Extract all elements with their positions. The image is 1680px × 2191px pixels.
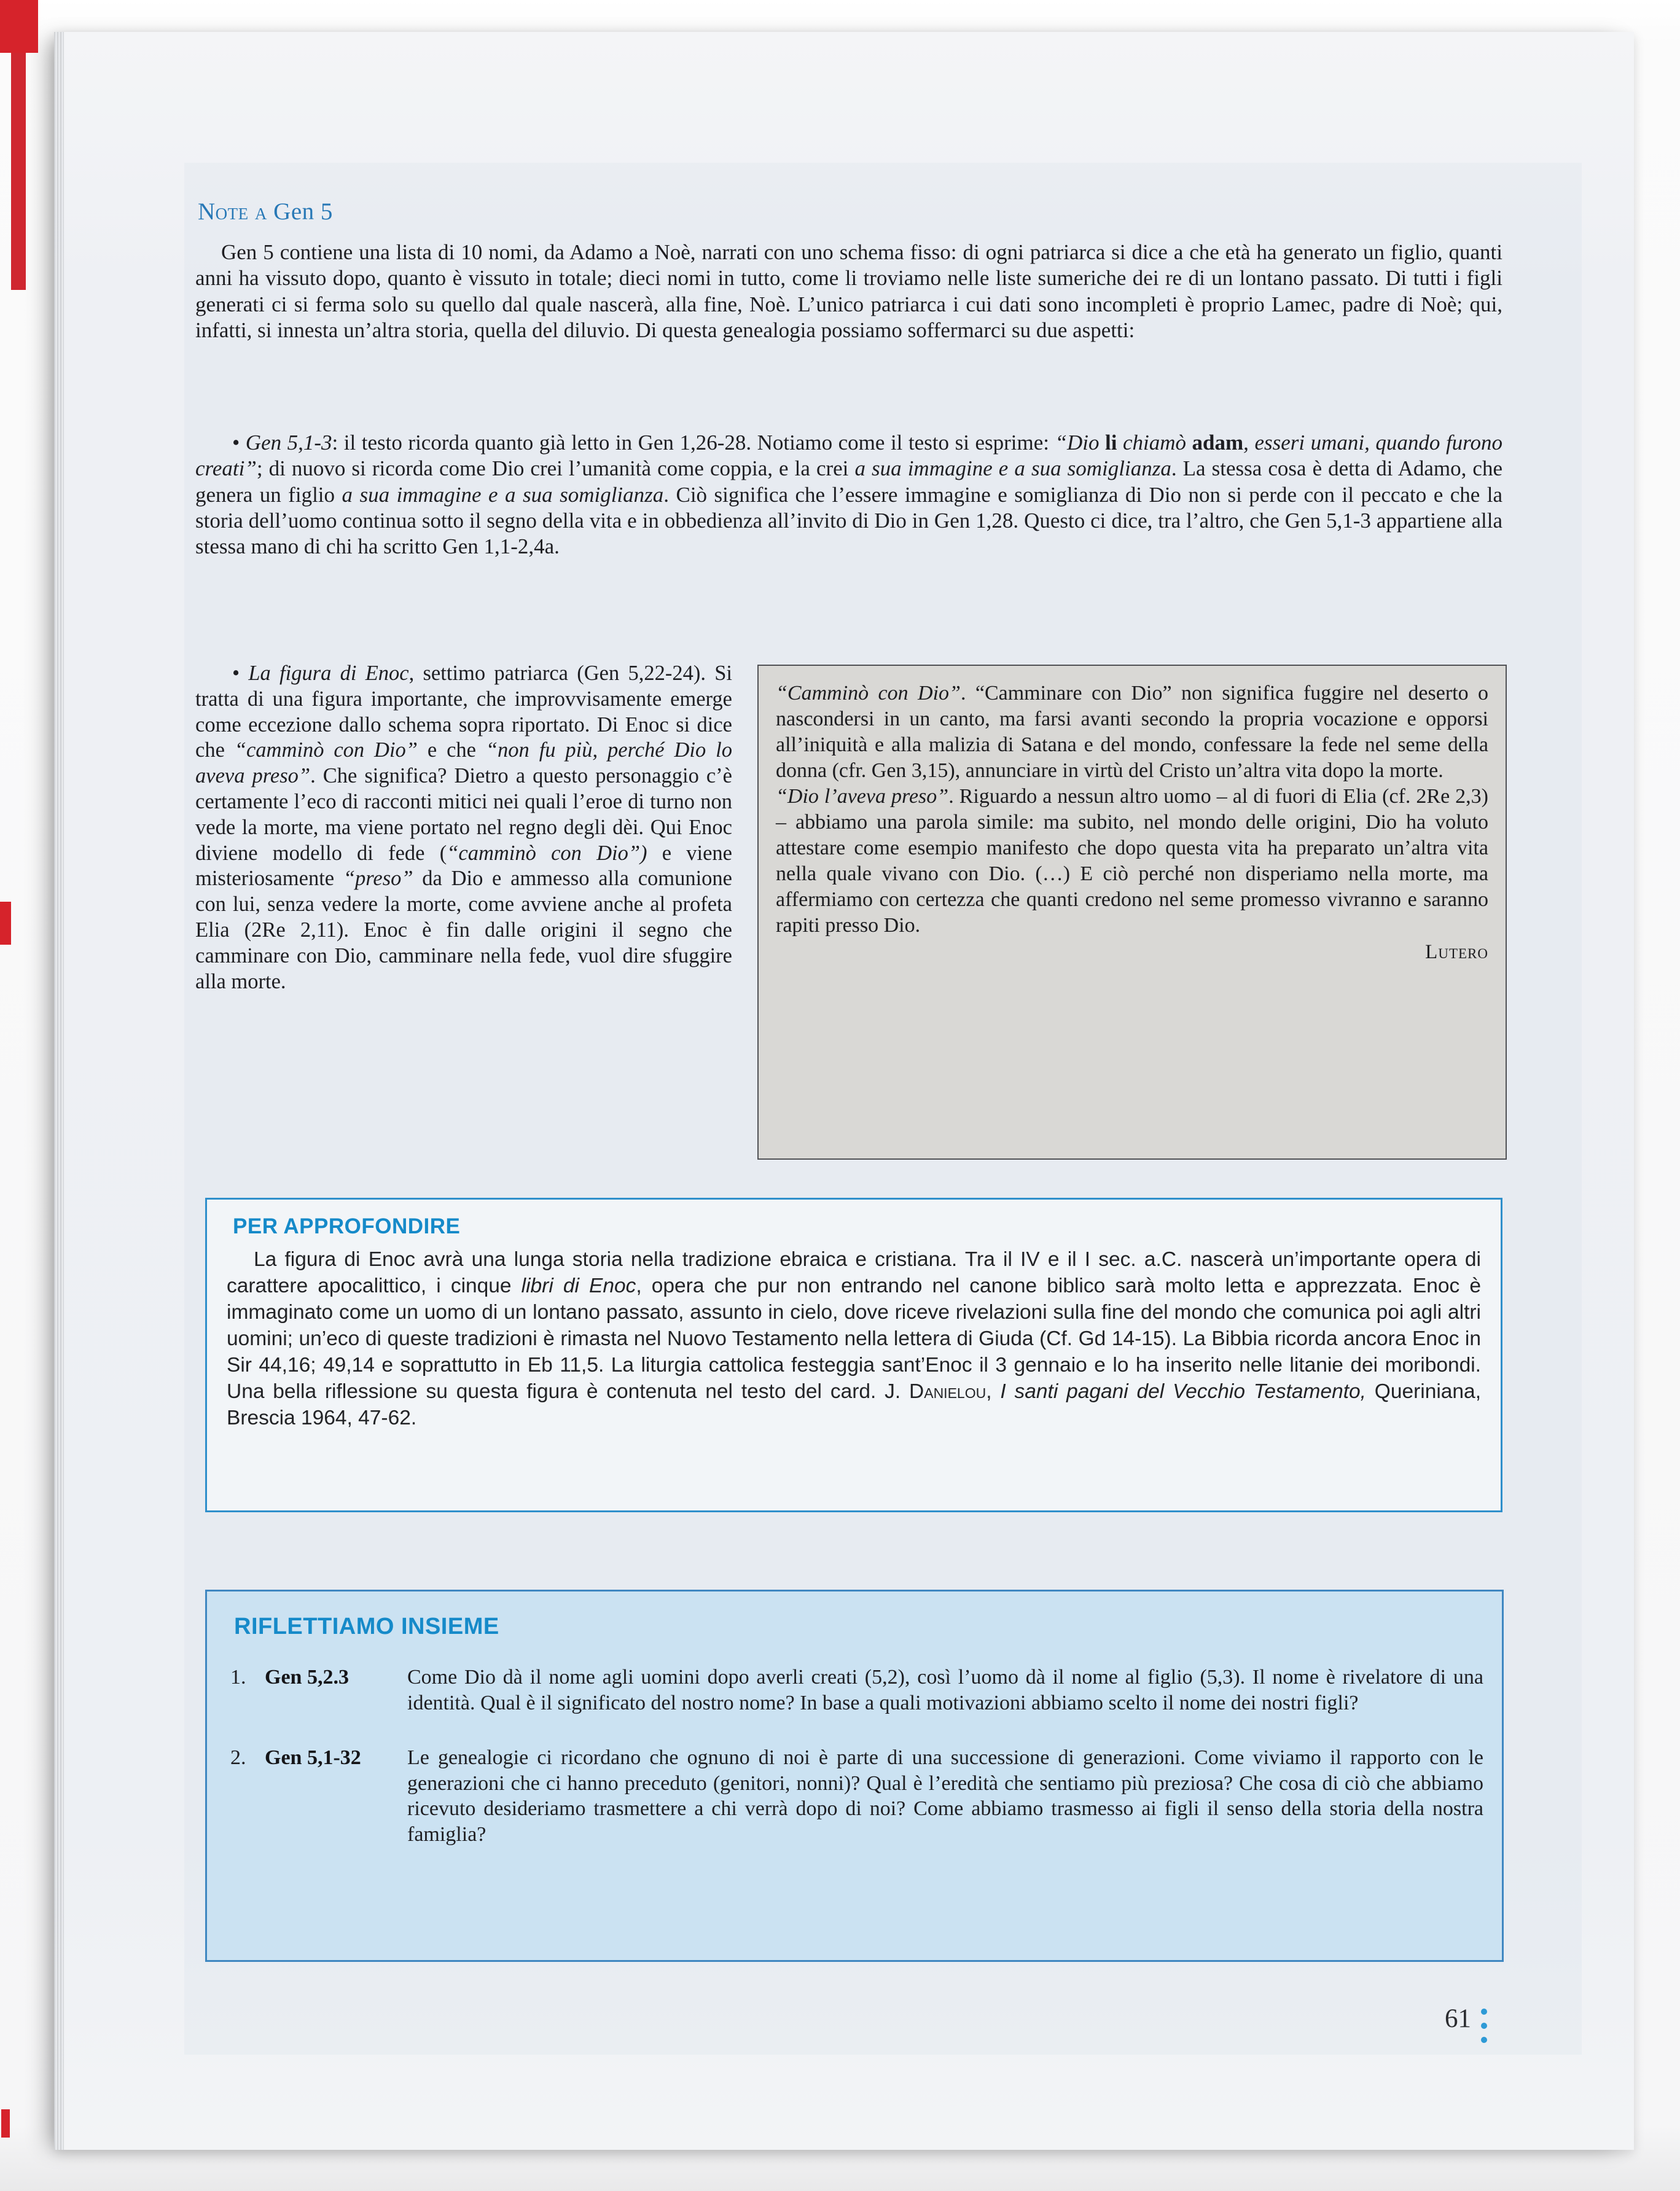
red-cover-edge-top (0, 0, 38, 53)
dot-icon (1481, 2037, 1487, 2043)
item-question-text: Come Dio dà il nome agli uomini dopo averli creati (5,2), così l’uomo dà il nome al figlio (5,3). Il nome è rivelatore di una identità. Qual è il significato del nostro nome? In base a quali motivazioni abbiamo scelto il nome dei nostri figli? (407, 1666, 1483, 1714)
item-question-text: Le genealogie ci ricordano che ognuno di noi è parte di una successione di generazioni. Come viviamo il rapporto con le generazioni che ci hanno preceduto (genitori, nonni)? Qual è l’eredità che sentiamo più preziosa? Che cosa di ciò che abbiamo ricevuto desideriamo trasmettere a chi verrà dopo di noi? Come abbiamo trasmesso ai figli il senso della storia della nostra famiglia? (407, 1746, 1483, 1846)
item-scripture-ref: Gen 5,1-32 (265, 1746, 361, 1769)
item-number: 2. (230, 1746, 246, 1769)
per-approfondire-title: PER APPROFONDIRE (233, 1214, 461, 1238)
per-approfondire-body: La figura di Enoc avrà una lunga storia nella tradizione ebraica e cristiana. Tra il IV e il I sec. a.C. nascerà un’importante opera di carattere apocalittico, i cinque libri di Enoc, opera che pur non entrando nel canone biblico sarà molto letta e apprezzata. Enoc è immaginato come un uomo di un lontano passato, assunto in cielo, dove riceve rivelazioni sulla fine del mondo che comunica poi agli altri uomini; un’eco di queste tradizioni è rimasta nel Nuovo Testamento nella lettera di Giuda (Cf. Gd 14-15). La Bibbia ricorda ancora Enoc in Sir 44,16; 49,14 e soprattutto in Eb 11,5. La liturgia cattolica festeggia sant’Enoc il 3 gennaio e lo ha inserito nelle litanie dei moribondi. Una bella riflessione su questa figura è contenuta nel testo del card. J. Danielou, I santi pagani del Vecchio Testamento, Queriniana, Brescia 1964, 47-62. (227, 1248, 1481, 1429)
paragraph-gen-5-1-3: • Gen 5,1-3: il testo ricorda quanto già letto in Gen 1,26-28. Notiamo come il testo si esprime: “Dio li chiamò adam, esseri umani, quando furono creati”; di nuovo si ricorda come Dio crei l’umanità come coppia, e la crei a sua immagine e a sua somiglianza. La stessa cosa è detta di Adamo, che genera un figlio a sua immagine e a sua somiglianza. Ciò significa che l’essere immagine e somiglianza di Dio non si perde con il peccato e che la storia dell’uomo continua sotto il segno della vita e in obbedienza all’invito di Dio in Gen 1,28. Questo ci dice, tra l’altro, che Gen 5,1-3 appartiene alla stessa mano di chi ha scritto Gen 1,1-2,4a. (195, 431, 1503, 559)
item-number: 1. (230, 1666, 246, 1689)
riflettiamo-insieme-box (205, 1590, 1504, 1962)
per-approfondire-box (205, 1198, 1502, 1512)
dot-icon (1481, 2009, 1487, 2015)
red-cover-edge-strip (11, 53, 26, 290)
page-marker-dots (1481, 2009, 1487, 2043)
page-stack-edge (54, 32, 64, 2150)
paragraph-figura-di-enoc: • La figura di Enoc, settimo patriarca (Gen 5,22-24). Si tratta di una figura importante, che improvvisamente emerge come eccezione dallo schema sopra riportato. Di Enoc si dice che “camminò con Dio” e che “non fu più, perché Dio lo aveva preso”. Che significa? Dietro a questo personaggio c’è certamente l’eco di racconti mitici nei quali l’eroe di turno non vede la morte, ma viene portato nel regno degli dèi. Qui Enoc diviene modello di fede (“camminò con Dio”) e viene misteriosamente “preso” da Dio e ammesso alla comunione con lui, senza vedere la morte, come avviene anche al profeta Elia (2Re 2,11). Enoc è fin dalle origini il segno che camminare con Dio, camminare nella fede, vuol dire sfuggire alla morte. (195, 662, 732, 993)
lutero-quote-paragraph-2: “Dio l’aveva preso”. Riguardo a nessun altro uomo – al di fuori di Elia (cf. 2Re 2,3) – abbiamo una parola simile: ma subito, nel mondo delle origini, Dio ha voluto attestare come esempio manifesto che dopo questa vita ha preparato un’altra vita nella quale vivano con Dio. (…) E ciò perché non disperiamo nella morte, ma affermiamo con certezza che quanti credono nel seme promesso vivranno e saranno rapiti presso Dio. (776, 785, 1488, 937)
page-number: 61 (1445, 2004, 1471, 2033)
reflection-item-2 (225, 1745, 1483, 1847)
lutero-quote-paragraph-1: “Camminò con Dio”. “Camminare con Dio” non significa fuggire nel deserto o nascondersi in un canto, ma farsi avanti secondo la propria vocazione e opporsi all’iniquità e alla malizia di Satana e del mondo, confessare la fede nel seme della donna (cfr. Gen 3,15), annunciare in virtù del Cristo un’altra vita dopo la morte. (776, 682, 1489, 782)
intro-paragraph: Gen 5 contiene una lista di 10 nomi, da Adamo a Noè, narrati con uno schema fisso: di ogni patriarca si dice a che età ha generato un figlio, quanti anni ha vissuto dopo, quanto è vissuto in totale; dieci nomi in tutto, come li troviamo nelle liste sumeriche dei re di un lontano passato. Di tutti i figli generati ci si ferma solo su quello dal quale nascerà, alla fine, Noè. L’unico patriarca i cui dati sono incompleti è proprio Lamec, padre di Noè; qui, infatti, si innesta un’altra storia, quella del diluvio. Di questa genealogia possiamo soffermarci su due aspetti: (195, 240, 1502, 342)
dot-icon (1481, 2023, 1487, 2029)
page-footer (1445, 2004, 1487, 2043)
reflection-item-1 (225, 1665, 1483, 1716)
lutero-quote-box (757, 665, 1507, 1160)
red-cover-edge-bottom (1, 2109, 10, 2138)
section-heading: Note a Gen 5 (198, 198, 333, 225)
lutero-signature: Lutero (1425, 941, 1488, 963)
riflettiamo-insieme-title: RIFLETTIAMO INSIEME (234, 1614, 499, 1639)
item-scripture-ref: Gen 5,2.3 (265, 1666, 349, 1689)
red-cover-edge-middle (0, 902, 11, 945)
